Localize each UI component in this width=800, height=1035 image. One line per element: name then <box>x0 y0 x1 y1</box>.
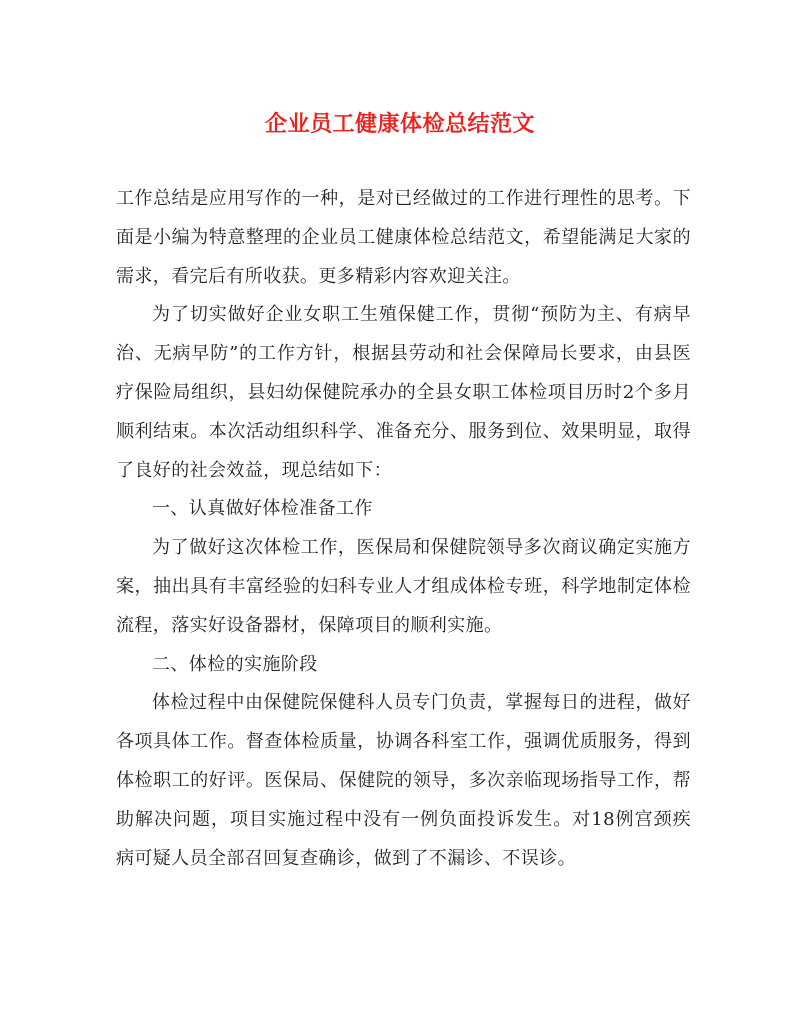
paragraph-preparation: 为了做好这次体检工作，医保局和保健院领导多次商议确定实施方案，抽出具有丰富经验的妇科专业人才组成体检专班，科学地制定体检流程，落实好设备器材，保障项目的顺利实施。 <box>116 537 691 636</box>
section-heading-implementation: 二、体检的实施阶段 <box>152 653 318 675</box>
document-body <box>116 180 691 878</box>
paragraph-background: 为了切实做好企业女职工生殖保健工作，贯彻“预防为主、有病早治、无病早防”的工作方针，根据县劳动和社会保障局长要求，由县医疗保险局组织，县妇幼保健院承办的全县女职工体检项目历时2个多月顺利结束。本次活动组织科学、准备充分、服务到位、效果明显，取得了良好的社会效益，现总结如下： <box>116 304 691 481</box>
section-heading-preparation: 一、认真做好体检准备工作 <box>152 498 373 520</box>
paragraph-implementation: 体检过程中由保健院保健科人员专门负责，掌握每日的进程，做好各项具体工作。督查体检质量，协调各科室工作，强调优质服务，得到体检职工的好评。医保局、保健院的领导，多次亲临现场指导工作，帮助解决问题，项目实施过程中没有一例负面投诉发生。对18例宫颈疾病可疑人员全部召回复查确诊，做到了不漏诊、不误诊。 <box>116 692 691 869</box>
paragraph-intro: 工作总结是应用写作的一种，是对已经做过的工作进行理性的思考。下面是小编为特意整理的企业员工健康体检总结范文，希望能满足大家的需求，看完后有所收获。更多精彩内容欢迎关注。 <box>116 188 691 287</box>
document-title: 企业员工健康体检总结范文 <box>264 111 535 137</box>
